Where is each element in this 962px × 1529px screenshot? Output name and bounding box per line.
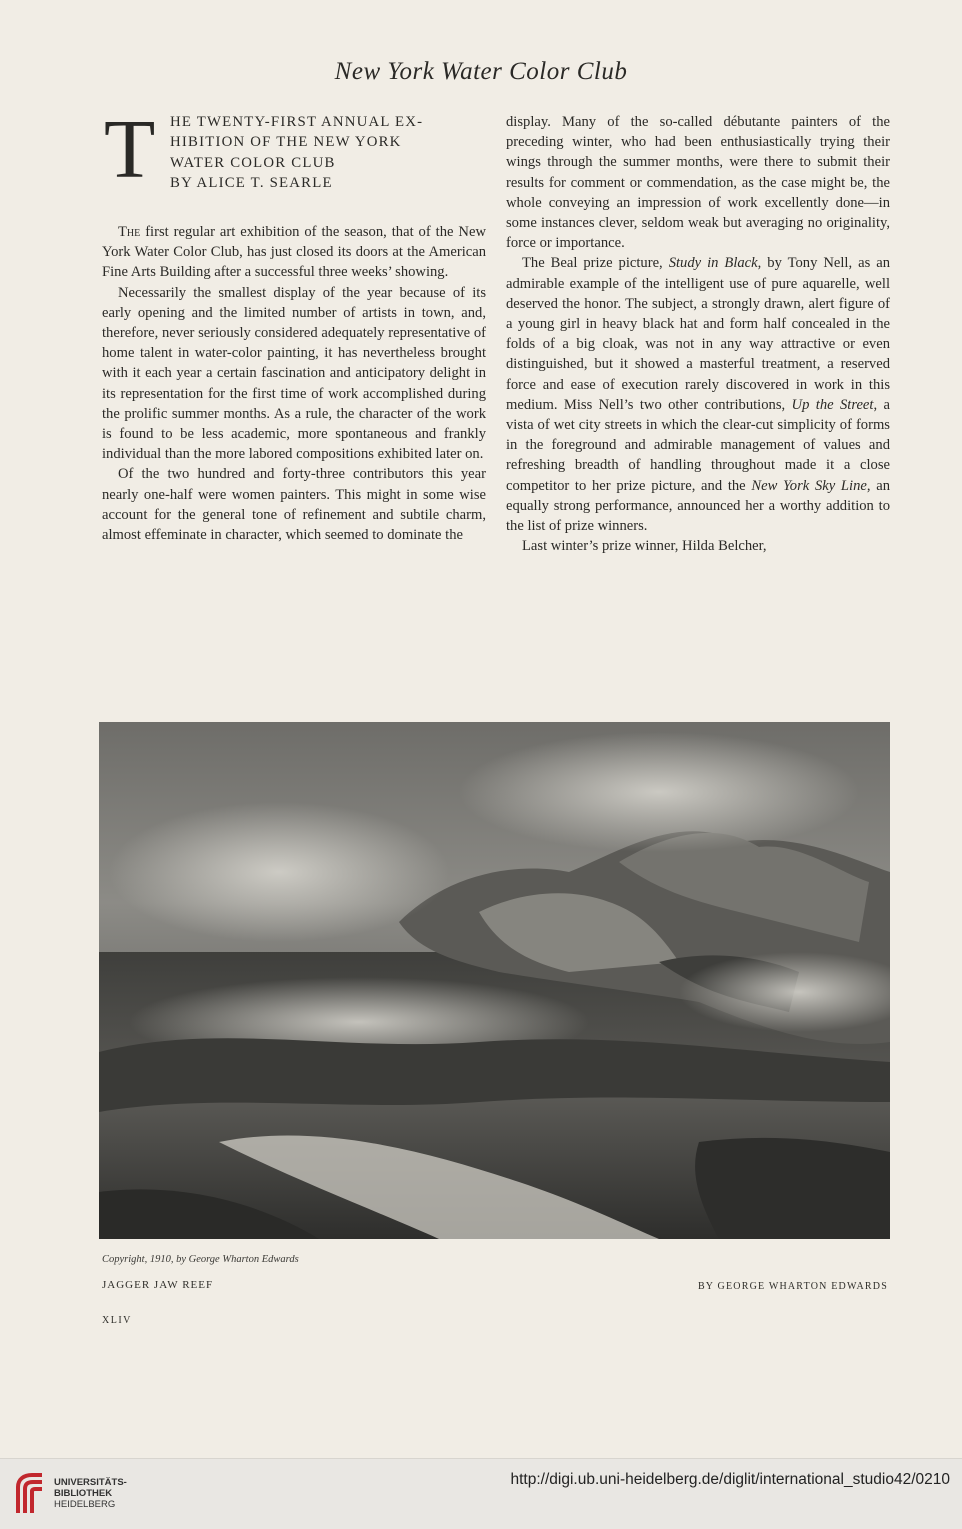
text-span: The Beal prize picture, [522,255,669,272]
plate-title: JAGGER JAW REEF [102,1279,214,1291]
heading-line-3: WATER COLOR CLUB [170,154,336,171]
seascape-plate [99,722,890,1239]
right-paragraph-2 [506,253,890,536]
left-paragraph-1 [102,222,486,283]
plate-artist: BY GEORGE WHARTON EDWARDS [697,1281,888,1292]
library-name-line-2: BIBLIOTHEK [54,1488,113,1499]
left-column [102,103,486,545]
left-paragraph-1-text: first regular art exhibition of the season, that of the New York Water Color Club, has just closed its doors at the American Fine Arts Building after a successful three weeks’ showing. [102,224,486,281]
heading-line-4: BY ALICE T. SEARLE [170,175,333,192]
heading-line-1: HE TWENTY-FIRST ANNUAL EX- [170,114,424,130]
copyright-credit: Copyright, 1910, by George Wharton Edwards [102,1254,299,1265]
text-span: , an equally strong performance, announced her a worthy addition to the list of prize winners. [506,477,890,535]
running-title: New York Water Color Club [334,58,628,85]
artwork-title: New York Sky Line [751,477,867,494]
library-logo-icon[interactable] [12,1469,48,1517]
artwork-title: Up the Street [791,396,874,413]
text-span: , a vista of wet city streets in which the clear-cut simplicity of forms in the foreground and admirable management of values and refreshing breadth of handling throughout made it a close competitor to her prize picture, and the [506,396,890,494]
library-name-line-1: UNIVERSITÄTS- [54,1477,127,1488]
article-heading [102,103,486,222]
left-paragraph-2: Necessarily the smallest display of the year because of its early opening and the limited number of artists in town, and, therefore, never seriously considered adequately representative of home talent in water-color painting, it has nevertheless brought with it each year a certain fascination and anticipatory delight in its representation for the first time of work accomplished during the prolific summer months. As a rule, the character of the work is found to be less academic, more spontaneous and frankly individual than the more labored compositions exhibited later on. [102,284,486,463]
right-column [506,112,890,556]
library-footer [0,1458,962,1529]
left-paragraph-3: Of the two hundred and forty-three contributors this year nearly one-half were women painters. This might in some wise account for the general tone of refinement and subtile charm, almost effeminate in character, which seemed to dominate the [102,466,486,544]
right-paragraph-1: display. Many of the so-called débutante painters of the preceding winter, who had been enthusiastically trying their wings through the summer months, were there to submit their results for comment or commendation, as the case might be, the whole conveying an impression of work excellently done—in some instances clever, seldom weak but averaging no originality, force or importance. [506,114,890,252]
artwork-title: Study in Black [668,255,758,272]
text-span: , by Tony Nell, as an admirable example of the intelligent use of pure aquarelle, well deserved the honor. The subject, a strongly drawn, alert figure of a young girl in heavy black hat and form half concealed in the folds of a big cloak, was not in any way attractive or even distinguished, but it showed a masterful treatment, a reserved force and ease of execution rarely discovered in work in this medium. Miss Nell’s two other contributions, [506,255,890,413]
drop-cap: T [104,103,156,196]
lead-word: The [118,224,141,240]
heading-line-2: HIBITION OF THE NEW YORK [170,134,402,151]
page-number: XLIV [102,1315,132,1326]
library-name[interactable] [54,1477,127,1510]
heading-lines [170,112,486,194]
library-name-line-3: HEIDELBERG [54,1499,116,1510]
right-paragraph-3: Last winter’s prize winner, Hilda Belcher, [522,538,767,555]
permalink-url[interactable]: http://digi.ub.uni-heidelberg.de/diglit/international_studio42/0210 [510,1471,950,1488]
